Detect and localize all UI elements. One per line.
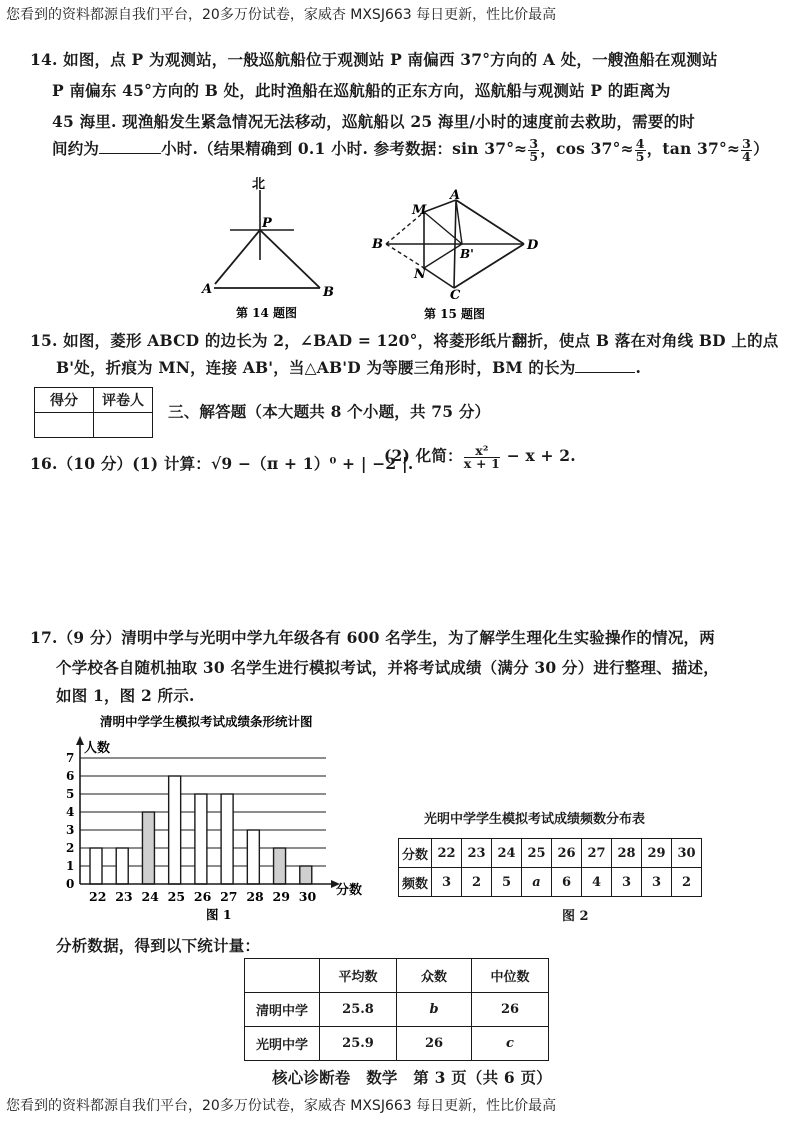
label-A: A: [202, 282, 213, 297]
freq-table-title: 光明中学学生模拟考试成绩频数分布表: [424, 812, 646, 827]
freq-score-cell: 27: [582, 839, 612, 868]
x-tick-label: 24: [141, 889, 159, 904]
north-label: 北: [252, 177, 266, 192]
bar-28: [247, 830, 259, 884]
grader-label: 评卷人: [94, 388, 153, 413]
segment-NB': [424, 244, 462, 268]
stat-header-cell: 中位数: [472, 959, 549, 993]
x-tick-label: 27: [220, 889, 238, 904]
freq-score-cell: 29: [642, 839, 672, 868]
y-tick-label: 2: [66, 841, 75, 855]
freq-score-cell: 24: [492, 839, 522, 868]
x-axis-label: 分数: [336, 883, 363, 898]
freq-score-cell: 26: [552, 839, 582, 868]
freq-table: [398, 838, 702, 897]
tan-fraction: $\frac{3}{4}$: [742, 135, 752, 164]
stat-header-cell: 众数: [397, 959, 472, 993]
freq-score-cell: 28: [612, 839, 642, 868]
bar-25: [169, 776, 181, 884]
stat-cell: 26: [472, 993, 549, 1027]
label-A-15: A: [450, 188, 461, 203]
label-D-15: D: [527, 238, 539, 253]
label-N-15: N: [414, 267, 426, 282]
figure-14: [190, 172, 350, 322]
x-tick-label: 26: [193, 889, 212, 904]
bar-26: [195, 794, 207, 884]
freq-count-cell: a: [522, 868, 552, 897]
score-label: 得分: [35, 388, 94, 413]
y-tick-label: 5: [66, 787, 75, 801]
page-footer: 核心诊断卷 数学 第 3 页（共 6 页）: [272, 1068, 552, 1087]
label-B-15: B: [372, 237, 383, 252]
score-box: [34, 387, 153, 438]
freq-score-cell: 22: [432, 839, 462, 868]
cos-label: ，cos 37°≈: [540, 139, 634, 158]
freq-count-cell: 2: [462, 868, 492, 897]
figure-14-caption: 第 14 题图: [236, 306, 298, 320]
side-AD: [456, 200, 524, 244]
stat-cell: c: [472, 1027, 549, 1061]
q15-line1: 15. 如图，菱形 ABCD 的边长为 2，∠BAD = 120°，将菱形纸片翻折，使点 B 落在对角线 BD 上的点: [30, 331, 779, 350]
q14-line4: [52, 137, 769, 163]
score-cell: [35, 413, 94, 438]
section-3-heading: 三、解答题（本大题共 8 个小题，共 75 分）: [168, 402, 491, 421]
stat-cell: 25.8: [320, 993, 397, 1027]
q15-line2: [56, 356, 641, 378]
q14-line1: 14. 如图，点 P 为观测站，一般巡航船位于观测站 P 南偏西 37°方向的 A 处，一艘渔船在观测站: [30, 50, 718, 69]
freq-row1-label: 分数: [399, 839, 432, 868]
bar-chart: [56, 712, 376, 924]
freq-score-cell: 25: [522, 839, 552, 868]
bar-23: [116, 848, 128, 884]
freq-count-cell: 3: [432, 868, 462, 897]
figure-1-caption: 图 1: [206, 907, 232, 922]
grader-cell: [94, 413, 153, 438]
y-axis-label: 人数: [84, 741, 111, 756]
q16-part2-tail: − x + 2.: [506, 446, 576, 465]
cos-fraction: $\frac{4}{5}$: [635, 135, 645, 164]
q16-part2: [384, 444, 576, 470]
stat-table: [244, 958, 549, 1061]
top-banner: 您看到的资料都源自我们平台，20多万份试卷，家威杏 MXSJ663 每日更新，性比价最高: [6, 7, 557, 23]
stat-cell: 26: [397, 1027, 472, 1061]
chart-title: 清明中学学生模拟考试成绩条形统计图: [100, 714, 313, 729]
q16-fraction: $\frac{\text{x²}}{x + 1}$: [463, 442, 501, 471]
freq-count-cell: 4: [582, 868, 612, 897]
q17-line2: 个学校各自随机抽取 30 名学生进行模拟考试，并将考试成绩（满分 30 分）进行整理、描述，: [56, 658, 719, 677]
label-Bprime-15: B': [460, 247, 474, 261]
dashed-BN: [386, 244, 424, 268]
line-PB: [260, 230, 320, 288]
freq-count-cell: 2: [672, 868, 702, 897]
label-C-15: C: [450, 288, 461, 303]
x-tick-label: 28: [246, 889, 264, 904]
y-tick-label: 3: [66, 823, 75, 837]
y-tick-label: 7: [66, 751, 75, 765]
stat-cell: 25.9: [320, 1027, 397, 1061]
analysis-text: 分析数据，得到以下统计量：: [56, 936, 261, 955]
x-tick-label: 25: [167, 889, 186, 904]
q16-part1: 16.（10 分）(1) 计算：√9 −（π + 1）⁰ + | −2 |.: [30, 454, 414, 473]
q17-line3: 如图 1，图 2 所示.: [56, 686, 195, 705]
label-P: P: [262, 216, 272, 231]
bar-22: [90, 848, 102, 884]
figure-2-caption: 图 2: [562, 909, 589, 924]
bar-29: [274, 848, 286, 884]
q14-line2: P 南偏东 45°方向的 B 处，此时渔船在巡航船的正东方向，巡航船与观测站 P 的距离为: [52, 81, 671, 100]
bar-24: [142, 812, 154, 884]
q15-line2-text: B'处，折痕为 MN，连接 AB'，当△AB'D 为等腰三角形时，BM 的长为: [56, 358, 576, 377]
bottom-banner: 您看到的资料都源自我们平台，20多万份试卷，家威杏 MXSJ663 每日更新，性比价最高: [6, 1098, 557, 1114]
q17-line1: 17.（9 分）清明中学与光明中学九年级各有 600 名学生，为了解学生理化生实验操作的情况，两: [30, 628, 715, 647]
q14-line3: 45 海里. 现渔船发生紧急情况无法移动，巡航船以 25 海里/小时的速度前去救助，需要的时: [52, 112, 695, 131]
sin-fraction: $\frac{3}{5}$: [529, 135, 539, 164]
freq-score-cell: 30: [672, 839, 702, 868]
x-tick-label: 23: [115, 889, 133, 904]
stat-header-cell: 平均数: [320, 959, 397, 993]
x-tick-label: 29: [272, 889, 290, 904]
label-M-15: M: [412, 203, 427, 218]
stat-cell: 光明中学: [245, 1027, 320, 1061]
y-tick-label: 4: [66, 805, 75, 819]
segment-NC: [424, 268, 454, 288]
freq-count-cell: 5: [492, 868, 522, 897]
x-tick-label: 22: [89, 889, 107, 904]
y-tick-label: 6: [66, 769, 75, 783]
q14-end: ）: [753, 139, 769, 158]
label-B: B: [323, 285, 334, 300]
segment-AB': [456, 200, 462, 244]
freq-row2-label: 频数: [399, 868, 432, 897]
bar-30: [300, 866, 312, 884]
figure-15: [366, 188, 546, 323]
line-PA: [215, 230, 260, 284]
q14-answer-blank: [99, 141, 161, 154]
stat-cell: 清明中学: [245, 993, 320, 1027]
bar-27: [221, 794, 233, 884]
y-tick-label: 0: [66, 877, 75, 891]
stat-header-cell: [245, 959, 320, 993]
freq-score-cell: 23: [462, 839, 492, 868]
q15-end: .: [635, 358, 642, 377]
figure-15-caption: 第 15 题图: [424, 307, 486, 321]
y-axis-arrow: [76, 736, 84, 745]
q15-answer-blank: [575, 360, 635, 373]
q14-line4-pre: 间约为: [52, 139, 100, 158]
freq-count-cell: 3: [642, 868, 672, 897]
freq-count-cell: 6: [552, 868, 582, 897]
freq-count-cell: 3: [612, 868, 642, 897]
y-tick-label: 1: [66, 859, 75, 873]
stat-cell: b: [397, 993, 472, 1027]
x-tick-label: 30: [298, 889, 317, 904]
tan-label: ，tan 37°≈: [646, 139, 741, 158]
q16-part2-label: (2) 化简：: [384, 446, 463, 465]
q14-line4-post: 小时.（结果精确到 0.1 小时. 参考数据：sin 37°≈: [161, 139, 528, 158]
